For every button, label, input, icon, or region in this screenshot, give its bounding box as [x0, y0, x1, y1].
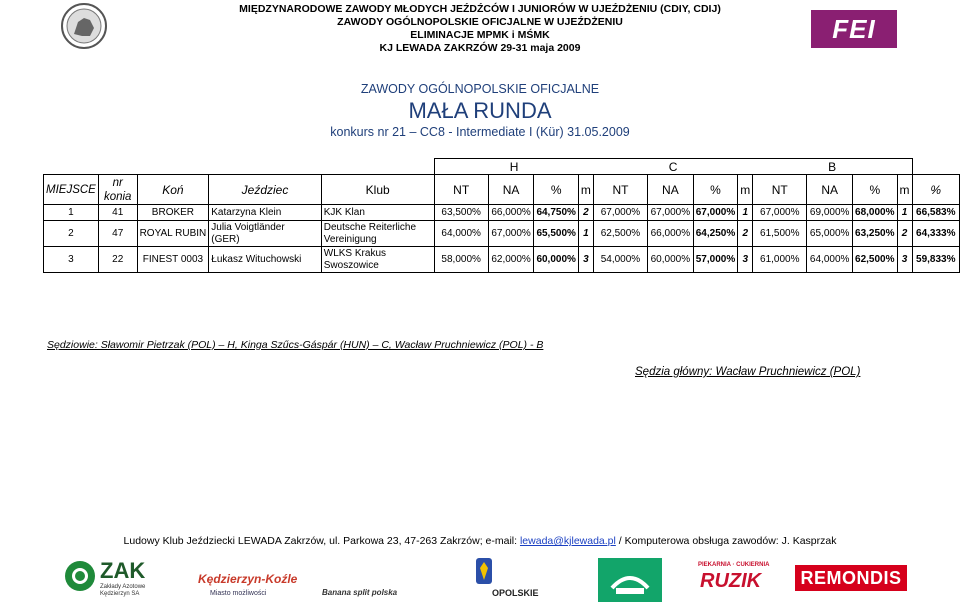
book-icon — [598, 558, 662, 602]
table-row — [44, 221, 960, 247]
remondis-name: REMONDIS — [800, 567, 902, 588]
banana-split-logo — [322, 588, 398, 602]
cell-club — [321, 247, 434, 273]
zak-name: ZAK — [100, 558, 146, 583]
col-b-pct: % — [853, 175, 897, 205]
zak-logo — [64, 558, 154, 602]
cell-h-pct: 64,750% — [534, 205, 578, 221]
cell-nr: 47 — [98, 221, 137, 247]
cell-place: 3 — [44, 247, 99, 273]
col-horse: Koń — [137, 175, 209, 205]
cell-horse: ROYAL RUBIN — [137, 221, 209, 247]
cell-h-pct: 65,500% — [534, 221, 578, 247]
col-b-nt: NT — [753, 175, 807, 205]
green-book-logo — [598, 558, 662, 602]
col-c-na: NA — [648, 175, 694, 205]
col-nr-line2: konia — [103, 190, 132, 203]
cell-c-pct: 57,000% — [693, 247, 737, 273]
cell-h-nt: 63,500% — [434, 205, 488, 221]
cell-h-m: 3 — [578, 247, 593, 273]
cell-h-m: 1 — [578, 221, 593, 247]
fei-logo — [811, 10, 897, 48]
cell-h-nt: 58,000% — [434, 247, 488, 273]
kk-name: Kędzierzyn-Koźle — [198, 572, 298, 586]
opolskie-logo — [470, 556, 550, 602]
cell-place: 1 — [44, 205, 99, 221]
kedzierzyn-kozle-logo — [198, 570, 298, 602]
col-c-pct: % — [693, 175, 737, 205]
col-c-m: m — [738, 175, 753, 205]
cell-c-m: 2 — [738, 221, 753, 247]
col-nr — [98, 175, 137, 205]
cell-h-pct: 60,000% — [534, 247, 578, 273]
cell-nr: 41 — [98, 205, 137, 221]
footer-suffix: / Komputerowa obsługa zawodów: J. Kasprzak — [615, 535, 837, 547]
judge-c-header: C — [593, 159, 752, 175]
ruzik-top: PIEKARNIA · CUKIERNIA — [698, 562, 770, 568]
cell-nr: 22 — [98, 247, 137, 273]
cell-horse: FINEST 0003 — [137, 247, 209, 273]
header-line-1: MIĘDZYNARODOWE ZAWODY MŁODYCH JEŹDŹCÓW I JUNIORÓW W UJEŹDŻENIU (CDIY, CDIJ) — [239, 3, 721, 15]
cell-h-na: 67,000% — [488, 221, 534, 247]
header-line-3: ELIMINACJE MPMK i MŚMK — [410, 29, 550, 41]
cell-club-line1: WLKS Krakus — [323, 247, 387, 259]
ruzik-name: RUZIK — [700, 570, 762, 592]
opolskie-name: OPOLSKIE — [492, 588, 539, 598]
cell-c-m: 3 — [738, 247, 753, 273]
cell-b-pct: 62,500% — [853, 247, 897, 273]
cell-club-line1: Deutsche Reiterliche — [323, 221, 417, 233]
footer-prefix: Ludowy Klub Jeździecki LEWADA Zakrzów, ul. Parkowa 23, 47-263 Zakrzów; e-mail: — [123, 535, 520, 547]
header-line-4: KJ LEWADA ZAKRZÓW 29-31 maja 2009 — [379, 42, 581, 54]
col-b-m: m — [897, 175, 912, 205]
cell-total: 66,583% — [912, 205, 959, 221]
cell-b-nt: 61,500% — [753, 221, 807, 247]
cell-rider: Łukasz Wituchowski — [209, 247, 322, 273]
zak-emblem-icon — [64, 560, 96, 592]
footer-contact — [0, 535, 960, 547]
cell-b-m: 2 — [897, 221, 912, 247]
cell-b-pct: 63,250% — [853, 221, 897, 247]
table-row — [44, 205, 960, 221]
col-h-nt: NT — [434, 175, 488, 205]
cell-b-m: 3 — [897, 247, 912, 273]
cell-rider-line1: Julia Voigtländer — [211, 221, 285, 233]
class-info: konkurs nr 21 – CC8 - Intermediate I (Kür) 31.05.2009 — [330, 125, 630, 139]
cell-rider — [209, 221, 322, 247]
cell-c-nt: 67,000% — [593, 205, 647, 221]
table-row — [44, 247, 960, 273]
federation-emblem — [60, 2, 108, 50]
cell-b-nt: 61,000% — [753, 247, 807, 273]
cell-c-nt: 54,000% — [593, 247, 647, 273]
cell-b-na: 64,000% — [807, 247, 853, 273]
cell-c-pct: 67,000% — [693, 205, 737, 221]
cell-rider-line2: (GER) — [211, 233, 240, 245]
cell-c-m: 1 — [738, 205, 753, 221]
cell-h-na: 62,000% — [488, 247, 534, 273]
col-place: MIEJSCE — [44, 175, 99, 205]
cell-club — [321, 221, 434, 247]
header-line-2: ZAWODY OGÓLNOPOLSKIE OFICJALNE W UJEŹDŻENIU — [337, 16, 623, 28]
ruzik-logo — [696, 562, 770, 602]
col-b-na: NA — [807, 175, 853, 205]
cell-b-nt: 67,000% — [753, 205, 807, 221]
zak-sub1: Zakłady Azotowe — [100, 584, 146, 590]
results-table — [43, 158, 960, 273]
col-h-pct: % — [534, 175, 578, 205]
judges-list: Sędziowie: Sławomir Pietrzak (POL) – H, Kinga Szűcs-Gáspár (HUN) – C, Wacław Pruchniewicz (POL) - B — [47, 339, 544, 351]
col-h-m: m — [578, 175, 593, 205]
opolskie-eagle-icon — [474, 556, 494, 586]
fei-logo-text: FEI — [832, 13, 876, 44]
cell-c-na: 66,000% — [648, 221, 694, 247]
col-h-na: NA — [488, 175, 534, 205]
cell-c-na: 67,000% — [648, 205, 694, 221]
competition-level: ZAWODY OGÓLNOPOLSKIE OFICJALNE — [360, 82, 600, 96]
cell-place: 2 — [44, 221, 99, 247]
chief-judge: Sędzia główny: Wacław Pruchniewicz (POL) — [635, 366, 861, 378]
col-total: % — [912, 175, 959, 205]
col-rider: Jeździec — [209, 175, 322, 205]
cell-horse: BROKER — [137, 205, 209, 221]
cell-h-m: 2 — [578, 205, 593, 221]
cell-c-na: 60,000% — [648, 247, 694, 273]
cell-club-line2: Vereinigung — [323, 233, 377, 245]
cell-club-line2: Swoszowice — [323, 259, 379, 271]
judge-b-header: B — [753, 159, 912, 175]
page-title: MAŁA RUNDA — [408, 98, 552, 123]
zak-sub2: Kędzierzyn SA — [100, 591, 140, 597]
judge-h-header: H — [434, 159, 593, 175]
cell-total: 64,333% — [912, 221, 959, 247]
cell-b-pct: 68,000% — [853, 205, 897, 221]
banana-name: Banana split polska — [322, 588, 398, 597]
cell-b-na: 65,000% — [807, 221, 853, 247]
cell-h-na: 66,000% — [488, 205, 534, 221]
email-link[interactable]: lewada@kjlewada.pl — [519, 535, 616, 547]
remondis-logo — [795, 565, 907, 591]
cell-c-nt: 62,500% — [593, 221, 647, 247]
cell-total: 59,833% — [912, 247, 959, 273]
cell-c-pct: 64,250% — [693, 221, 737, 247]
cell-club: KJK Klan — [321, 205, 434, 221]
col-c-nt: NT — [593, 175, 647, 205]
cell-b-na: 69,000% — [807, 205, 853, 221]
cell-b-m: 1 — [897, 205, 912, 221]
kk-sub: Miasto możliwości — [210, 590, 267, 597]
col-nr-line1: nr — [112, 176, 123, 189]
cell-rider: Katarzyna Klein — [209, 205, 322, 221]
cell-h-nt: 64,000% — [434, 221, 488, 247]
col-club: Klub — [321, 175, 434, 205]
